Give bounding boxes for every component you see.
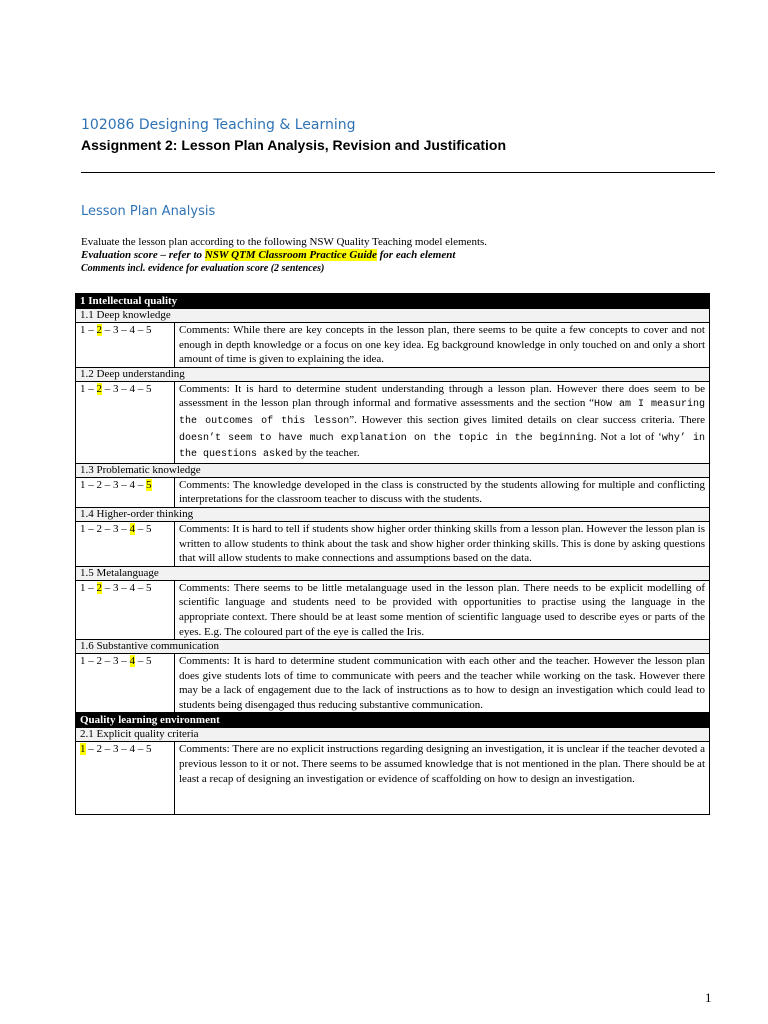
element-heading: 1.6 Substantive communication bbox=[76, 640, 710, 654]
element-row bbox=[76, 367, 710, 381]
comment-cell bbox=[175, 381, 710, 463]
element-row bbox=[76, 507, 710, 521]
score-scale bbox=[76, 742, 175, 815]
scale-text: – 3 – 4 – 5 bbox=[102, 324, 152, 336]
comment-cell: Comments: While there are key concepts in the lesson plan, there seems to be quite a few concepts to cover and not enough in depth knowledge or a focus on one key idea. Eg background knowledge in only touched on and only a short amount of time is given to explaining the idea. bbox=[175, 323, 710, 368]
category-heading: Quality learning environment bbox=[76, 713, 710, 728]
score-scale bbox=[76, 654, 175, 713]
scale-text: – 2 – 3 – 4 – 5 bbox=[85, 743, 152, 756]
assignment-title: Assignment 2: Lesson Plan Analysis, Revision and Justification bbox=[81, 137, 507, 153]
table-row bbox=[76, 580, 710, 639]
element-heading: 1.3 Problematic knowledge bbox=[76, 463, 710, 477]
selected-score: 4 bbox=[129, 522, 135, 535]
element-heading: 2.1 Explicit quality criteria bbox=[76, 728, 710, 742]
comment-cell: Comments: There are no explicit instructions regarding designing an investigation, it is unclear if the teacher devoted a previous lesson to it or not. There seems to be assumed knowledge that is not mentioned in the plan. There should be at least a recap of designing an investigation or evidence of scaffolding on how to design an investigation. bbox=[175, 742, 710, 815]
evaluation-score-note bbox=[81, 249, 715, 262]
element-row bbox=[76, 309, 710, 323]
scale-text: – 3 – 4 – 5 bbox=[102, 581, 152, 594]
comment-cell: Comments: There seems to be little metalanguage used in the lesson plan. There needs to be explicit modelling of scientific language and students need to be provided with opportunities to practise using the language in the appropriate context. There should be at least some mention of scientific language used to describe eyes or parts of the eyes. E.g. The coloured part of the eye is called the Iris. bbox=[175, 580, 710, 639]
scale-text: 1 – 2 – 3 – bbox=[80, 655, 130, 668]
score-scale bbox=[76, 477, 175, 507]
scale-text: 1 – 2 – 3 – 4 – bbox=[80, 478, 146, 491]
instructions-line: Evaluate the lesson plan according to the following NSW Quality Teaching model elements. bbox=[81, 236, 488, 248]
element-row bbox=[76, 463, 710, 477]
rubric-table bbox=[75, 293, 710, 815]
element-heading: 1.4 Higher-order thinking bbox=[76, 507, 710, 521]
selected-score: 2 bbox=[96, 324, 102, 336]
table-row bbox=[76, 521, 710, 566]
selected-score: 2 bbox=[96, 581, 102, 594]
instructions bbox=[81, 236, 715, 275]
comment-cell: Comments: It is hard to determine student communication with each other and the teacher. However the lesson plan does give students lots of time to communicate with peers and the teacher while working on the task. However there may be a lack of engagement due to the lack of instructions as to how to design an investigation which could lead to students being disengaged thus reducing substantive communication. bbox=[175, 654, 710, 713]
comment-cell: Comments: It is hard to tell if students show higher order thinking skills from a lesson plan. However the lesson plan is written to allow students to think about the task and show higher order thinking skills. This is done by asking questions that will allow students to make connections and assumptions based on the data. bbox=[175, 521, 710, 566]
category-row bbox=[76, 294, 710, 309]
element-row bbox=[76, 640, 710, 654]
element-heading: 1.1 Deep knowledge bbox=[76, 309, 710, 323]
selected-score: 5 bbox=[146, 478, 152, 491]
section-heading: Lesson Plan Analysis bbox=[81, 204, 216, 219]
note-text: Evaluation score – refer to bbox=[81, 249, 205, 261]
comment-text: ”. However this section gives limited details on clear success criteria. There bbox=[349, 413, 705, 426]
comment-text: by the teacher. bbox=[293, 447, 360, 460]
selected-score: 4 bbox=[129, 655, 135, 668]
element-heading: 1.2 Deep understanding bbox=[76, 367, 710, 381]
element-row bbox=[76, 728, 710, 742]
category-row bbox=[76, 713, 710, 728]
table-row bbox=[76, 654, 710, 713]
scale-text: 1 – bbox=[80, 324, 97, 336]
score-scale bbox=[76, 521, 175, 566]
comment-cell: Comments: The knowledge developed in the class is constructed by the students allowing for multiple and conflicting interpretations for the classroom teacher to discuss with the students. bbox=[175, 477, 710, 507]
header-divider bbox=[81, 172, 715, 173]
comment-text-mono: why’ in the questions asked bbox=[179, 432, 705, 461]
scale-text: 1 – bbox=[80, 382, 97, 395]
comments-note: Comments incl. evidence for evaluation score (2 sentences) bbox=[81, 263, 325, 274]
element-heading: 1.5 Metalanguage bbox=[76, 566, 710, 580]
scale-text: – 5 bbox=[135, 522, 152, 535]
score-scale bbox=[76, 381, 175, 463]
table-row bbox=[76, 323, 710, 368]
scale-text: – 5 bbox=[135, 655, 152, 668]
scale-text: – 3 – 4 – 5 bbox=[102, 382, 152, 395]
scale-text: 1 – bbox=[80, 581, 97, 594]
course-title: 102086 Designing Teaching & Learning bbox=[81, 117, 356, 133]
guide-reference-highlight: NSW QTM Classroom Practice Guide bbox=[204, 249, 377, 261]
quoted-section-title: How am I measuring the outcomes of this lesson bbox=[179, 399, 705, 427]
page-number: 1 bbox=[705, 990, 712, 1005]
table-row bbox=[76, 742, 710, 815]
scale-text: 1 – 2 – 3 – bbox=[80, 522, 130, 535]
score-scale bbox=[76, 580, 175, 639]
score-scale bbox=[76, 323, 175, 368]
comment-text: . Not a lot of ‘ bbox=[593, 430, 662, 443]
category-heading: 1 Intellectual quality bbox=[76, 294, 710, 309]
selected-score: 2 bbox=[96, 382, 102, 395]
selected-score: 1 bbox=[80, 743, 86, 756]
comment-text-mono: doesn’t seem to have much explanation on the topic in the beginning bbox=[179, 432, 594, 444]
comment-text: Comments: It is hard to determine student understanding through a lesson plan. However there does seem to be assessment in the lesson plan through informal and formative assessments and the section “ bbox=[179, 382, 705, 410]
note-text: for each element bbox=[376, 249, 456, 261]
element-row bbox=[76, 566, 710, 580]
table-row bbox=[76, 477, 710, 507]
table-row bbox=[76, 381, 710, 463]
